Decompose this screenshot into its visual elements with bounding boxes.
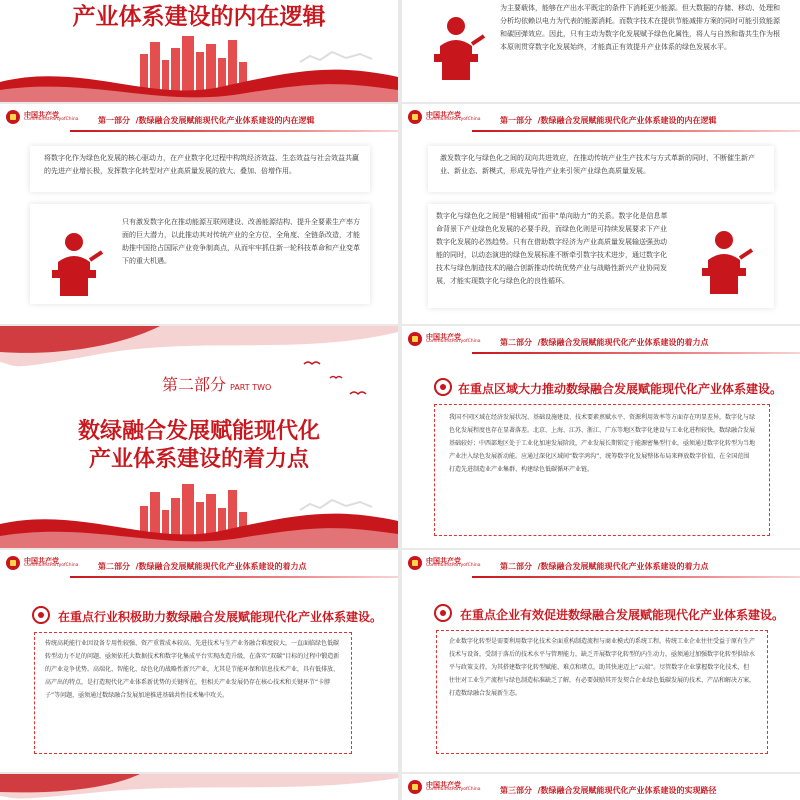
slide-10-peek [0,774,398,800]
part-subtitle: 数绿融合发展赋能现代化产业体系建设的内在逻辑 [138,116,315,125]
party-emblem-icon [408,110,422,124]
box1-text: 将数字化作为绿色化发展的核心驱动力，在产业数字化过程中构筑经济效益、生态效益与社会效益共赢的先进产业增长极，发挥数字化转型对产业高质量发展的放大、叠加、倍增作用。 [44,154,359,175]
logo-en: CommunistPartyofChina [426,339,481,345]
party-emblem-icon [408,556,422,570]
section-subheading: 在重点区域大力推动数绿融合发展赋能现代化产业体系建设。 [458,382,783,396]
box1-text: 激发数字化与绿色化之间的双向共进效应，在推动传统产业生产技术与方式革新的同时，不断催生新产业、新业态、新模式，形成先导性产业来引领产业绿色高质量发展。 [440,154,755,175]
logo-cn: 中国共产党 [426,110,461,120]
content-text: 我国不同区域在经济发展状况、基础设施建设、技术要素禀赋水平、资源利用效率等方面存在明显差异，数字化与绿色化发展程度也存在显著落差。北京、上海、江苏、浙江、广东等地区数字化建设与工业化进程较快，数绿融合发展基础较好；中西部地区处于工业化加速发展阶段，产业发展长期锁定于能源密集型行业，亟须通过数字化转型为当地产业注入绿色发展新动能。应通过深化区域间“数字鸿沟”、统筹数字化发展整体布局来释放数字价值，在全国范围打造先进制造业产业集群、构建绿色低碳循环产业链。 [449,414,756,473]
header-divider [472,576,800,578]
box2-text: 数字化与绿色化之间是“相辅相成”而非“单向助力”的关系。数字化是信息革命背景下产业绿色化发展的必要手段，而绿色化则是可持续发展要求下产业数字化发展的必然趋势。只有在借助数字经济为产业高质量发展输送强劲动能的同时，以动态演进的绿色发展标准不断牵引数字技术进步，通过数字化技术与绿色制造技术的融合创新推动传统优势产业与战略性新兴产业协同发展，才能实现数字化与绿色化的良性循环。 [436,212,668,285]
slide-header [402,326,800,356]
section-subheading: 在重点企业有效促进数绿融合发展赋能现代化产业体系建设。 [460,608,785,622]
section-heading [98,115,315,126]
cover-title-line-2: 产业体系建设的着力点 [88,447,309,472]
separator: / [537,116,541,125]
party-logo [408,556,480,570]
red-ribbon-icon [0,774,398,800]
part-subtitle: 数绿融合发展赋能现代化产业体系建设的实现路径 [540,786,717,795]
part-en: PART TWO [230,383,272,392]
slide-8[interactable] [402,550,800,772]
city-skyline-icon [0,32,398,102]
separator: / [537,786,541,795]
party-emblem-icon [408,332,422,346]
content-box [434,404,770,536]
slide-1[interactable] [0,0,398,102]
section-heading [500,337,709,348]
logo-en: CommunistPartyofChina [24,563,79,569]
slide-header [402,550,800,580]
speaker-podium-icon [688,226,758,296]
content-box-2 [30,204,370,304]
slide-header [402,104,800,134]
logo-cn: 中国共产党 [24,556,59,566]
content-text: 传统高耗能行业因设备专用性较强、资产重置成本较高、先进技术与生产业务融合难度较大，一直面临绿色低碳转型动力不足的问题，亟须依托大数据技术和数字化集成平台实现改造升级，在落实“双碳”目标的过程中锻造新的产业竞争优势。高端化、智能化、绿色化的战略性新兴产业，尤其是节能环保和信息技术产业，具有低排放、高产出的特点，是打造现代化产业体系新优势的关键所在，但相关产业发展仍存在核心技术和关键环节“卡脖子”等问题，亟须通过数绿融合发展加速推进基础共性技术集中攻关。 [45,640,340,699]
header-divider [472,352,800,354]
part-label: 第二部分 [500,338,532,347]
party-logo [408,780,480,794]
slide-1-title: 产业体系建设的内在逻辑 [72,4,326,30]
part-subtitle: 数绿融合发展赋能现代化产业体系建设的着力点 [138,562,307,571]
slide-3[interactable] [0,104,398,324]
part-label: 第三部分 [500,786,532,795]
header-divider [472,130,800,132]
content-box [34,632,352,754]
party-logo [6,556,78,570]
party-emblem-icon [408,780,422,794]
city-skyline-icon [0,476,398,548]
slide-header [0,104,398,134]
slide-4[interactable] [402,104,800,324]
section-heading [500,115,717,126]
birds-icon [300,354,380,404]
separator: / [537,338,541,347]
content-box [436,630,768,754]
logo-cn: 中国共产党 [24,110,59,120]
header-divider [70,576,398,578]
target-icon [434,378,452,396]
section-heading [98,561,307,572]
content-box-2 [428,204,774,308]
section-subheading: 在重点行业积极助力数绿融合发展赋能现代化产业体系建设。 [58,610,383,624]
target-icon [434,604,452,622]
logo-en: CommunistPartyofChina [426,787,481,793]
part-cn: 第二部分 [162,375,227,394]
great-wall-icon [300,500,372,510]
slide-2-text: 为主要载体，能够在产出水平既定的条件下消耗更少能源。但大数据的存储、移动、处理和分析均依赖以电力为代表的能源消耗。而数字技术在提供节能减排方案的同时可能引致能源和碳回弹效应。因此，只有主动为数字化发展赋予绿色化属性，将人与自然和谐共生作为根本原则贯穿数字化发展始终，才能真正有效提升产业体系的绿色发展水平。 [500,4,780,51]
part-label: 第二部分 [98,562,130,571]
box2-text: 只有激发数字化在推动能源互联网建设、改善能源结构、提升全要素生产率方面的巨大潜力，以此推动其对传统产业的全方位、全角度、全链条改造，才能助推中国抢占国际产业竞争制高点，从而牢牢抓住新一轮科技革命和产业变革下的重大机遇。 [122,218,360,265]
speaker-podium-icon [420,12,490,82]
part-label: 第一部分 [98,116,130,125]
party-emblem-icon [6,110,20,124]
slide-9[interactable] [402,774,800,800]
logo-cn: 中国共产党 [426,332,461,342]
logo-cn: 中国共产党 [426,780,461,790]
slide-header [0,550,398,580]
slide-7[interactable] [0,550,398,772]
cover-title-line-1: 数绿融合发展赋能现代化 [77,419,320,444]
part-label: 第二部分 [500,562,532,571]
logo-en: CommunistPartyofChina [426,117,481,123]
slide-2[interactable] [402,0,800,102]
part-label: 第一部分 [500,116,532,125]
separator: / [537,562,541,571]
part-subtitle: 数绿融合发展赋能现代化产业体系建设的着力点 [540,338,709,347]
logo-cn: 中国共产党 [426,556,461,566]
content-text: 企业数字化转型是需要利用数字化技术全面重构制造流程与商业模式的系统工程。传统工业企业往往受益于原有生产技术与设备，受制于落后的技术水平与管理能力，缺乏开展数字化转型的内生动力，亟须通过加强数字化转型供给水平与政策支持，为其搭建数字化转型赋能、难点和堵点，助其快速迈上“云端”。尽管数字企业掌握数字化技术，但往往对工业生产流程与绿色制造标准缺乏了解，有必要鼓励其开发契合企业绿色低碳发展的技术、产品和解决方案，打造数绿融合发展新生态。 [449,638,756,697]
part-subtitle: 数绿融合发展赋能现代化产业体系建设的着力点 [540,562,709,571]
target-icon [32,606,50,624]
slide-6[interactable] [402,326,800,548]
party-logo [408,332,480,346]
great-wall-icon [300,52,372,62]
section-heading [500,785,717,796]
speaker-podium-icon [38,228,108,298]
content-box-1 [428,146,774,192]
party-logo [408,110,480,124]
logo-en: CommunistPartyofChina [24,117,79,123]
party-emblem-icon [6,556,20,570]
header-divider [70,130,398,132]
part-subtitle: 数绿融合发展赋能现代化产业体系建设的内在逻辑 [540,116,717,125]
slide-header [402,774,800,800]
slide-5[interactable] [0,326,398,548]
content-box-1 [30,146,370,192]
section-heading [500,561,709,572]
part-label [162,372,271,395]
separator: / [135,562,139,571]
logo-en: CommunistPartyofChina [426,563,481,569]
party-logo [6,110,78,124]
separator: / [135,116,139,125]
